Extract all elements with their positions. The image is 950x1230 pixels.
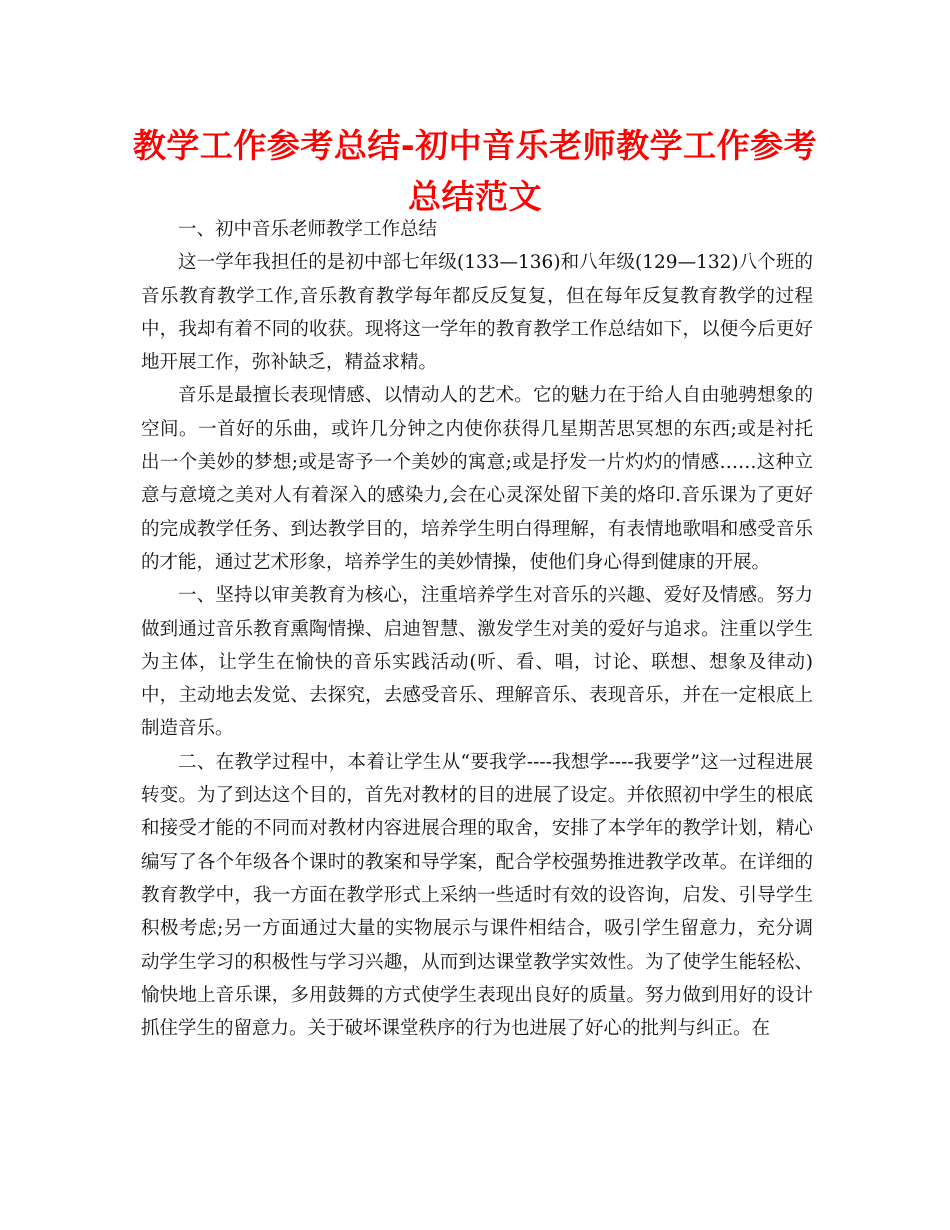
document-body xyxy=(141,213,813,1045)
paragraph: 二、在教学过程中，本着让学生从“要我学----我想学----我要学”这一过程进展转变。为了到达这个目的，首先对教材的目的进展了设定。并依照初中学生的根底和接受才能的不同而对教材内容进展合理的取舍，安排了本学年的教学计划，精心编写了各个年级各个课时的教案和导学案，配合学校强势推进教学改革。在详细的教育教学中，我一方面在教学形式上采纳一些适时有效的设咨询，启发、引导学生积极考虑;另一方面通过大量的实物展示与课件相结合，吸引学生留意力，充分调动学生学习的积极性与学习兴趣，从而到达课堂教学实效性。为了使学生能轻松、愉快地上音乐课，多用鼓舞的方式使学生表现出良好的质量。努力做到用好的设计抓住学生的留意力。关于破坏课堂秩序的行为也进展了好心的批判与纠正。在 xyxy=(141,751,813,1040)
document-title: 教学工作参考总结-初中音乐老师教学工作参考总结范文 xyxy=(132,126,818,216)
paragraph: 这一学年我担任的是初中部七年级(133—136)和八年级(129—132)八个班的音乐教育教学工作,音乐教育教学每年都反反复复，但在每年反复教育教学的过程中，我却有着不同的收获。现将这一学年的教育教学工作总结如下，以便今后更好地开展工作，弥补缺乏，精益求精。 xyxy=(141,252,813,374)
section-heading: 一、初中音乐老师教学工作总结 xyxy=(178,219,438,240)
paragraph: 一、坚持以审美教育为核心，注重培养学生对音乐的兴趣、爱好及情感。努力做到通过音乐教育熏陶情操、启迪智慧、激发学生对美的爱好与追求。注重以学生为主体，让学生在愉快的音乐实践活动(听、看、唱，讨论、联想、想象及律动)中，主动地去发觉、去探究，去感受音乐、理解音乐、表现音乐，并在一定根底上制造音乐。 xyxy=(141,585,813,740)
paragraph: 音乐是最擅长表现情感、以情动人的艺术。它的魅力在于给人自由驰骋想象的空间。一首好的乐曲，或许几分钟之内使你获得几星期苦思冥想的东西;或是衬托出一个美妙的梦想;或是寄予一个美妙的寓意;或是抒发一片灼灼的情感……这种立意与意境之美对人有着深入的感染力,会在心灵深处留下美的烙印.音乐课为了更好的完成教学任务、到达教学目的，培养学生明白得理解，有表情地歌唱和感受音乐的才能，通过艺术形象，培养学生的美妙情操，使他们身心得到健康的开展。 xyxy=(141,385,813,573)
